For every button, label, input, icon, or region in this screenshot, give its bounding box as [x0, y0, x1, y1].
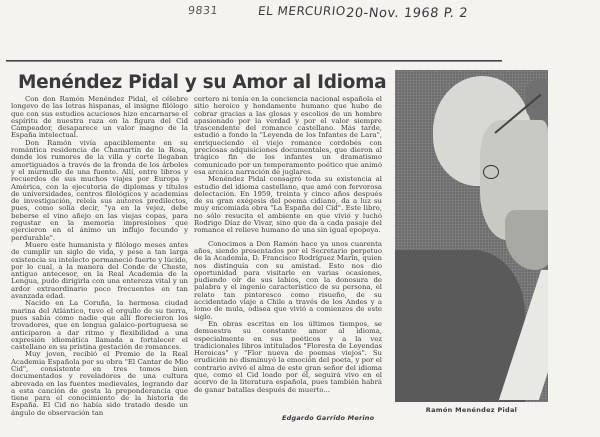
portrait-photo: [395, 70, 548, 402]
article-column-1: [11, 96, 188, 417]
article-column-2: [194, 96, 382, 394]
photo-caption: Ramón Menéndez Pidal: [425, 406, 518, 414]
photo-beard: [505, 210, 548, 270]
paragraph: Conocimos a Don Ramón hace ya unos cuarenta años, siendo presentados por el Secretario perpetuo de la Academia, D. Francisco Rodríguez Marín, quien nos distinguía con su amistad. Esto nos dio oportunidad para visitarle en varias ocasiones, pudiendo oír de sus labios, con la donosura de palabra y el ingenio característico de su persona, el relato tan pintoresco como risueño, de su accidentado viaje a Chile a través de los Andes y a lomo de mula, odisea que vivió a comienzos de este siglo.: [194, 239, 382, 321]
paragraph: Con don Ramón Menéndez Pidal, el célebre longevo de las letras hispanas, el insigne filólogo que con sus estudios acuciosos hizo encarnarse el espíritu de nuestra raza en la figura del Cid Campeador, desaparece un valor magno de la España intelectual.: [11, 95, 188, 140]
handwritten-newspaper-name: EL MERCURIO: [257, 4, 347, 18]
photo-glasses: [483, 165, 499, 179]
paragraph: Muere este humanista y filólogo meses antes de cumplir un siglo de vida, y pese a tan larga existencia su intelecto permaneció fuerte y lúcido, por lo cual, a la manera del Conde de Cheste, antiguo antecesor, en la Real Academia de la Lengua, pudo dirigirla con una entereza vital y un ardor extraordinario poco frecuentes en tan avanzada edad.: [11, 240, 188, 301]
paragraph: Nacido en La Coruña, la hermosa ciudad marina del Atlántico, tuvo el orgullo de su tierra, pues sabía como nadie que allí florecieron los trovadores, que en lengua galaico-portuguesa se anticiparon a dar ritmo y flexibilidad a una expresión idiomática llamada a fortalecer el castellano en su prístina gestación de romances.: [11, 299, 188, 352]
paragraph: Menéndez Pidal consagró toda su existencia al estudio del idioma castellano, que amó con fervorosa delectación. En 1959, treinta y cinco años después de su gran exégesis del poema cidiano, da a luz su muy encomiada obra "La España del Cid". Este libro, no sólo resucita el ambiente en que vivió y luchó Rodrigo Díaz de Vivar, sino que da a cada pasaje del romance el relieve humano de una sin igual epopeya.: [194, 175, 382, 235]
handwritten-date: 20-Nov. 1968 P. 2: [345, 6, 469, 21]
photo-hair: [525, 80, 548, 120]
paragraph: certero ni tenía en la conciencia nacional española el sitio heroico y hondamente humano que hubo de cobrar gracias a las glosas y escolios de un hombre apasionado por la verdad y por el valor siempre trascendente del romance castellano. Más tarde, estudió a fondo la "Leyenda de los Infantes de Lara", enriqueciendo el viejo romance cordobés con preciosas adquisiciones documentales, que dieron al trágico fin de los infantes un dramatismo comunicado por un temperamento poético que animó esa arcaica narración de juglares.: [194, 95, 382, 176]
paragraph: Muy joven, recibió el Premio de la Real Academia Española por su obra "El Cantar de Mio Cid", consistente en tres tomos bien documentados y reveladores de una cultura abrevada en las fuentes medievales, logrando dar a esta canción de gesta la preponderancia que tiene para el conocimiento de la historia de España. El Cid no había sido tratado desde un ángulo de observación tan: [11, 350, 188, 417]
top-rule: [6, 60, 502, 62]
paragraph: Don Ramón vivía apaciblemente en su romántica residencia de Chamartín de la Rosa, donde los rumores de la villa y corte llegaban amortiguados a través de la fronda de los árboles y el murmullo de una fuente. Allí, entre libros y recuerdos de sus muchos viajes por Europa y América, con la ejecutoria de diplomas y títulos de universidades, centros filológicos y academias de investigación, releía sus autores predilectos, pues, como solía decir, "ya en la vejez, debe beberse el vino añejo en las viejas copas, para regustar en la memoria impresiones que ejercieron en el ánimo un influjo fecundo y perdurable".: [11, 138, 188, 242]
paragraph: En obras escritas en los últimos tiempos, se demuestra su constante amor al idioma, especialmente en sus poéticos y a la vez tradicionales libros intitulados "Floresta de Leyendas Heroicas" y "Flor nueva de poemas viejos". Su erudición no disminuyó la emoción del poeta, y por el contrario avivó el alma de este gran señor del idioma que, como el Cid loado por él, seguirá vivo en el acervo de la literatura española, pues también habrá de ganar batallas después de muerto...: [194, 319, 382, 394]
article-byline: Edgardo Garrido Merino: [282, 414, 375, 422]
handwritten-archive-number: 9831: [187, 4, 219, 17]
article-headline: Menéndez Pidal y su Amor al Idioma: [18, 72, 387, 93]
